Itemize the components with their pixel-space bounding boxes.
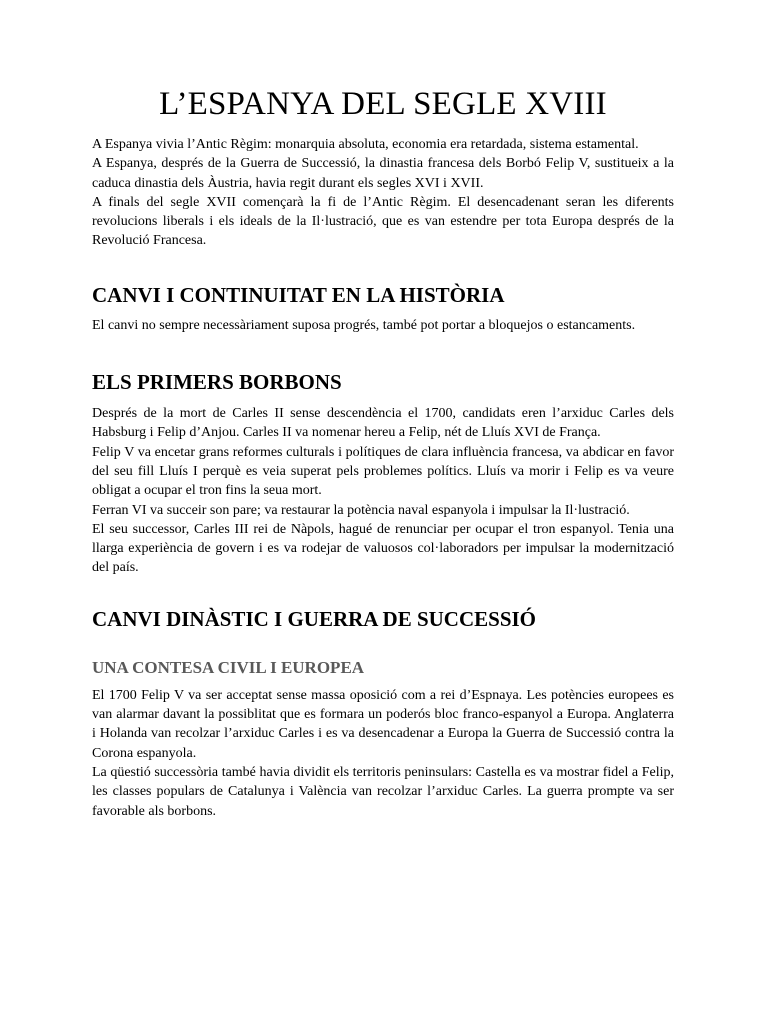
section-paragraph: El canvi no sempre necessàriament suposa progrés, també pot portar a bloquejos o estancaments. [92,317,636,333]
section-paragraph: El seu successor, Carles III rei de Nàpols, hagué de renunciar per ocupar el tron espanyol. Tenia una llarga experiència de govern i es va rodejar de valuosos col·laboradors per impulsar la modernització del país. [92,521,674,576]
section-paragraph: La qüestió successòria també havia dividit els territoris peninsulars: Castella es va mostrar fidel a Felip, les classes populars de Catalunya i València van recolzar l’arxiduc Carles. La guerra prompte va ser favorable als borbons. [92,764,674,819]
document-page [92,82,674,821]
intro-paragraph: A Espanya vivia l’Antic Règim: monarquia absoluta, economia era retardada, sistema estamental. [92,137,639,152]
intro-paragraph: A finals del segle XVII començarà la fi de l’Antic Règim. El desencadenant seran les diferents revolucions liberals i els ideals de la Il·lustració, que es van estendre per tota Europa després de la Revolució Francesa. [92,194,674,249]
section-paragraph: Felip V va encetar grans reformes culturals i polítiques de clara influència francesa, va abdicar en favor del seu fill Lluís I perquè es veia superat pels problemes polítics. Lluís va morir i Felip es va veure obligat a ocupar el tron fins la seua mort. [92,444,674,499]
document-title: L’ESPANYA DEL SEGLE XVIII [159,86,607,122]
intro-paragraph: A Espanya, després de la Guerra de Successió, la dinastia francesa dels Borbó Felip V, sustitueix a la caduca dinastia dels Àustria, havia regit durant els segles XVI i XVII. [92,156,674,191]
section-heading-canvi-continuitat: CANVI I CONTINUITAT EN LA HISTÒRIA [92,282,505,307]
section-paragraph: Ferran VI va succeir son pare; va restaurar la potència naval espanyola i impulsar la Il·lustració. [92,502,630,518]
section-paragraph: El 1700 Felip V va ser acceptat sense massa oposició com a rei d’Espnaya. Les potències europees es van alarmar davant la possiblitat que es formara un poderós bloc franco-espanyol a Europa. Anglaterra i Holanda van recolzar l’arxiduc Carles i es va desencadenar a Europa la Guerra de Successió contra la Corona espanyola. [92,687,674,761]
section-heading-canvi-dinastic: CANVI DINÀSTIC I GUERRA DE SUCCESSIÓ [92,606,537,631]
section-paragraph: Després de la mort de Carles II sense descendència el 1700, candidats eren l’arxiduc Carles dels Habsburg i Felip d’Anjou. Carles II va nomenar hereu a Felip, nét de Lluís XVI de França. [92,406,674,441]
section-heading-primers-borbons: ELS PRIMERS BORBONS [92,370,342,395]
subsection-heading-contesa: UNA CONTESA CIVIL I EUROPEA [92,657,365,677]
